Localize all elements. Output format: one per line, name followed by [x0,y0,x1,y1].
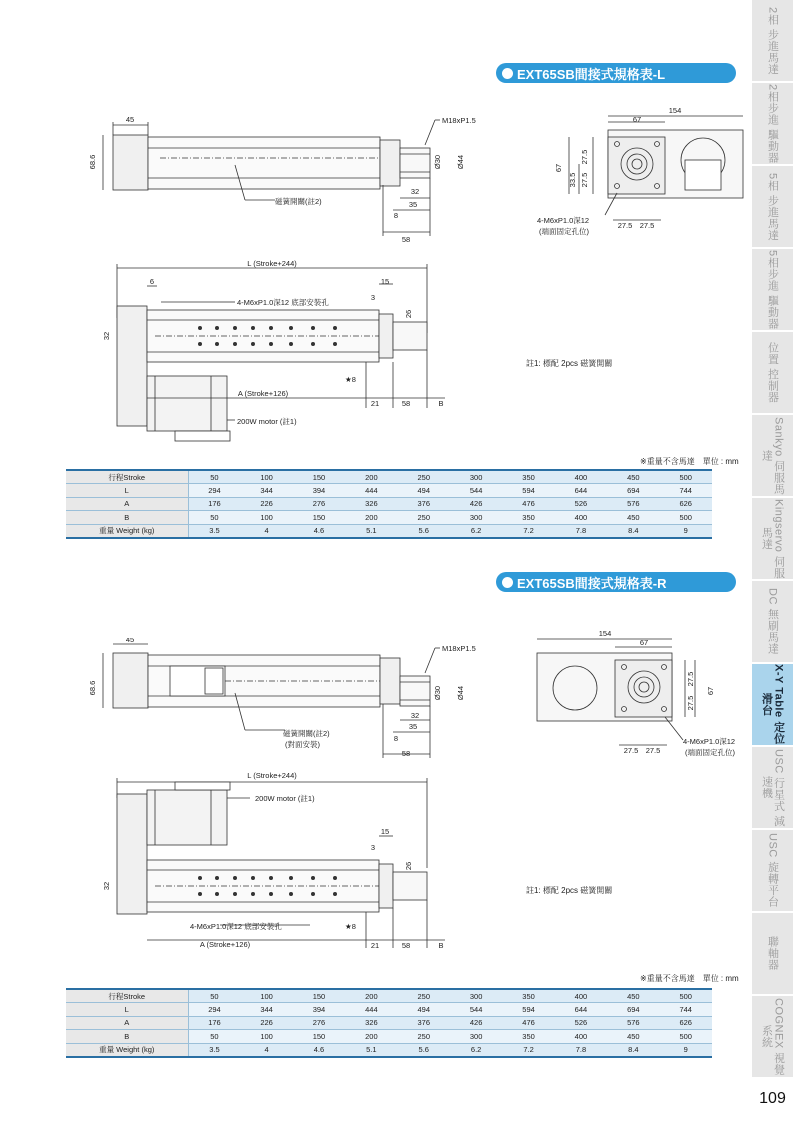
table-cell: 294 [188,1003,240,1017]
table-cell: 544 [450,1003,502,1017]
reed-switch-sublabel: (對面安裝) [285,740,320,749]
table-cell: 376 [398,1016,450,1030]
table-cell: 7.2 [502,1043,554,1057]
dim-27-5-a: 27.5 [580,149,589,165]
dim-length-l: L (Stroke+244) [247,771,297,780]
dim-26: 26 [404,861,413,871]
dim-b: B [438,941,444,950]
table-cell: 226 [240,497,292,511]
spec-table-l [66,469,712,539]
table-row [66,989,712,1003]
table-cell: 200 [345,989,397,1003]
end-hole-label: 4-M6xP1.0深12 [537,216,590,225]
dim-32: 32 [410,187,420,196]
table-cell: 476 [502,497,554,511]
table-cell: 476 [502,1016,554,1030]
end-hole-label: 4-M6xP1.0深12 [683,737,736,746]
row-header: L [66,484,188,498]
table-cell: 300 [450,989,502,1003]
dim-27-5-b: 27.5 [580,172,589,188]
table-cell: 500 [660,1030,712,1044]
table-cell: 4 [240,524,292,538]
table-cell: 494 [398,484,450,498]
reed-switch-label: 磁簧開關(註2) [283,729,330,738]
star-8-mark: ★8 [345,922,356,931]
table-cell: 50 [188,989,240,1003]
table-cell: 276 [293,497,345,511]
table-cell: 4.6 [293,1043,345,1057]
table-cell: 494 [398,1003,450,1017]
dim-27-5-b: 27.5 [686,695,695,711]
table-cell: 544 [450,484,502,498]
table-cell: 300 [450,1030,502,1044]
table-cell: 5.6 [398,1043,450,1057]
table-cell: 644 [555,484,607,498]
dim-32-side: 32 [102,331,111,341]
table-cell: 4 [240,1043,292,1057]
tab-label: 2相步進 驅動器 [766,83,779,164]
dim-35: 35 [408,722,418,731]
table-cell: 250 [398,511,450,525]
dim-45: 45 [125,115,135,124]
table-cell: 3.5 [188,1043,240,1057]
row-header: A [66,497,188,511]
dim-58-top: 58 [401,399,411,408]
table-cell: 150 [293,1030,345,1044]
table-row [66,484,712,498]
table-cell: 450 [607,989,659,1003]
row-header: 重量 Weight (kg) [66,524,188,538]
unit-note: ※重量不含馬達 單位 : mm [640,457,739,466]
section-title-text: EXT65SB間接式規格表-L [517,66,666,82]
table-row [66,511,712,525]
dim-21: 21 [370,399,380,408]
table-cell: 250 [398,1030,450,1044]
dia-44: Ø44 [456,154,465,170]
table-cell: 394 [293,484,345,498]
table-row [66,524,712,538]
motor-label: 200W motor (註1) [255,794,315,803]
table-cell: 100 [240,470,292,484]
section-title-l [496,63,736,83]
table-cell: 594 [502,1003,554,1017]
table-cell: 500 [660,511,712,525]
table-cell: 694 [607,484,659,498]
end-hole-sublabel: (端面固定孔位) [685,748,735,757]
dim-154: 154 [598,629,612,638]
dim-67: 67 [632,115,642,124]
table-cell: 344 [240,484,292,498]
tab-5phase-stepper-motor[interactable] [752,166,793,248]
side-view-drawing-l [85,110,505,250]
table-cell: 100 [240,511,292,525]
table-cell: 576 [607,1016,659,1030]
table-row [66,1043,712,1057]
row-header: 行程Stroke [66,470,188,484]
tab-label: 聯軸器 [766,936,779,971]
table-cell: 444 [345,484,397,498]
tab-2phase-stepper-driver[interactable] [752,83,793,165]
table-cell: 176 [188,1016,240,1030]
dim-15: 15 [380,827,390,836]
table-cell: 5.1 [345,1043,397,1057]
table-cell: 7.2 [502,524,554,538]
table-row [66,470,712,484]
table-cell: 200 [345,1030,397,1044]
tab-usc-planetary-reducer[interactable] [752,747,793,829]
tab-cognex-vision[interactable] [752,996,793,1078]
table-cell: 350 [502,1030,554,1044]
table-cell: 450 [607,511,659,525]
table-cell: 3.5 [188,524,240,538]
end-hole-sublabel: (端面固定孔位) [539,227,589,236]
tab-kingservo-servo[interactable] [752,498,793,580]
table-cell: 326 [345,497,397,511]
dim-67-vertical: 67 [554,163,563,173]
top-view-drawing-r [95,768,475,958]
table-cell: 7.8 [555,524,607,538]
dim-35: 35 [408,200,418,209]
dia-30: Ø30 [433,154,442,170]
dim-32-side: 32 [102,881,111,891]
tab-label: Kingservo 伺服馬達 [760,498,785,579]
table-row [66,497,712,511]
table-cell: 9 [660,1043,712,1057]
table-cell: 694 [607,1003,659,1017]
table-cell: 226 [240,1016,292,1030]
table-cell: 100 [240,1030,292,1044]
table-cell: 100 [240,989,292,1003]
page-number: 109 [759,1090,786,1107]
row-header: A [66,1016,188,1030]
dim-45: 45 [125,638,135,644]
motor-label: 200W motor (註1) [237,417,297,426]
thread-label: M18xP1.5 [442,644,476,653]
bullet-icon [502,68,513,79]
dim-b: B [438,399,444,408]
table-cell: 5.1 [345,524,397,538]
side-view-drawing-r [85,638,505,768]
note-reed-switch: 註1: 標配 2pcs 磁簧開關 [526,359,613,368]
bullet-icon [502,577,513,588]
table-cell: 444 [345,1003,397,1017]
table-cell: 450 [607,470,659,484]
table-cell: 526 [555,1016,607,1030]
row-header: 重量 Weight (kg) [66,1043,188,1057]
row-header: L [66,1003,188,1017]
table-cell: 200 [345,511,397,525]
row-header: 行程Stroke [66,989,188,1003]
dim-33-5: 33.5 [568,172,577,188]
dim-a: A (Stroke+126) [237,389,289,398]
top-view-drawing-l [95,258,475,453]
dim-32: 32 [410,711,420,720]
dim-27-5-c: 27.5 [623,746,639,755]
dim-27-5-d: 27.5 [639,221,655,230]
table-cell: 7.8 [555,1043,607,1057]
table-cell: 50 [188,470,240,484]
tab-label: 位置 控制器 [766,341,779,404]
tab-label: 5相 步進馬達 [766,172,779,241]
section-title-text: EXT65SB間接式規格表-R [517,575,667,591]
dim-58: 58 [401,235,411,244]
table-cell: 400 [555,989,607,1003]
tab-label: Sankyo 伺服馬達 [760,416,785,495]
table-cell: 400 [555,511,607,525]
end-view-drawing-l [525,100,750,240]
table-cell: 250 [398,470,450,484]
table-cell: 350 [502,470,554,484]
section-title-r [496,572,736,592]
row-header: B [66,1030,188,1044]
tab-coupling[interactable] [752,913,793,995]
table-cell: 4.6 [293,524,345,538]
bottom-hole-label: 4-M6xP1.0深12 底部安裝孔 [237,298,329,307]
table-cell: 50 [188,1030,240,1044]
table-cell: 376 [398,497,450,511]
tab-usc-rotary-table[interactable] [752,830,793,912]
table-cell: 744 [660,1003,712,1017]
table-cell: 5.6 [398,524,450,538]
table-row [66,1030,712,1044]
dim-21: 21 [370,941,380,950]
table-cell: 426 [450,497,502,511]
table-cell: 350 [502,511,554,525]
dim-68-6: 68.6 [88,154,97,170]
table-row [66,1003,712,1017]
dia-30: Ø30 [433,685,442,701]
table-cell: 626 [660,1016,712,1030]
tab-label: USC 旋轉平台 [766,833,779,908]
dim-3: 3 [370,293,376,302]
dim-58-top: 58 [401,941,411,950]
unit-note: ※重量不含馬達 單位 : mm [640,974,739,983]
dim-27-5-c: 27.5 [617,221,633,230]
dim-27-5-a: 27.5 [686,671,695,687]
tab-dc-brushless[interactable] [752,581,793,663]
table-cell: 400 [555,470,607,484]
table-cell: 150 [293,511,345,525]
table-cell: 500 [660,470,712,484]
star-8-mark: ★8 [345,375,356,384]
category-sidebar [752,0,793,1122]
table-cell: 526 [555,497,607,511]
table-cell: 300 [450,470,502,484]
dim-8: 8 [393,734,399,743]
table-cell: 150 [293,989,345,1003]
dim-26: 26 [404,309,413,319]
tab-2phase-stepper-motor[interactable] [752,0,793,82]
dim-6: 6 [149,277,155,286]
table-cell: 9 [660,524,712,538]
dim-154: 154 [668,106,682,115]
table-cell: 300 [450,511,502,525]
spec-table-r [66,988,712,1058]
tab-label: 5相步進 驅動器 [766,249,779,330]
tab-label: USC 行星式 減速機 [760,748,785,827]
table-cell: 350 [502,989,554,1003]
table-cell: 744 [660,484,712,498]
table-cell: 276 [293,1016,345,1030]
tab-5phase-stepper-driver[interactable] [752,249,793,331]
table-cell: 394 [293,1003,345,1017]
dim-58: 58 [401,749,411,758]
dim-67: 67 [639,638,649,647]
table-cell: 176 [188,497,240,511]
table-cell: 8.4 [607,1043,659,1057]
table-cell: 626 [660,497,712,511]
note-reed-switch: 註1: 標配 2pcs 磁簧開關 [526,886,613,895]
tab-label: COGNEX 視覺系統 [760,997,785,1076]
table-cell: 8.4 [607,524,659,538]
dim-3: 3 [370,843,376,852]
table-cell: 450 [607,1030,659,1044]
table-cell: 294 [188,484,240,498]
table-cell: 594 [502,484,554,498]
table-cell: 250 [398,989,450,1003]
thread-label: M18xP1.5 [442,116,476,125]
table-row [66,1016,712,1030]
tab-label: X-Y Table 定位滑台 [760,664,785,745]
tab-label: DC 無刷馬達 [766,588,779,655]
tab-xy-table[interactable] [752,664,793,746]
table-cell: 576 [607,497,659,511]
dim-a: A (Stroke+126) [199,940,251,949]
dim-67-vertical: 67 [706,686,715,696]
table-cell: 344 [240,1003,292,1017]
table-cell: 326 [345,1016,397,1030]
table-cell: 6.2 [450,1043,502,1057]
table-cell: 500 [660,989,712,1003]
bottom-hole-label: 4-M6xP1.0深12 底部安裝孔 [190,922,282,931]
table-cell: 400 [555,1030,607,1044]
table-cell: 50 [188,511,240,525]
tab-sankyo-servo[interactable] [752,415,793,497]
table-cell: 200 [345,470,397,484]
dim-68-6: 68.6 [88,680,97,696]
table-cell: 644 [555,1003,607,1017]
dim-8: 8 [393,211,399,220]
table-cell: 150 [293,470,345,484]
dia-44: Ø44 [456,685,465,701]
table-cell: 426 [450,1016,502,1030]
end-view-drawing-r [525,623,750,763]
tab-label: 2相 步進馬達 [766,6,779,75]
dim-15: 15 [380,277,390,286]
tab-position-controller[interactable] [752,332,793,414]
dim-length-l: L (Stroke+244) [247,259,297,268]
row-header: B [66,511,188,525]
table-cell: 6.2 [450,524,502,538]
dim-27-5-d: 27.5 [645,746,661,755]
reed-switch-label: 磁簧開關(註2) [275,197,322,206]
